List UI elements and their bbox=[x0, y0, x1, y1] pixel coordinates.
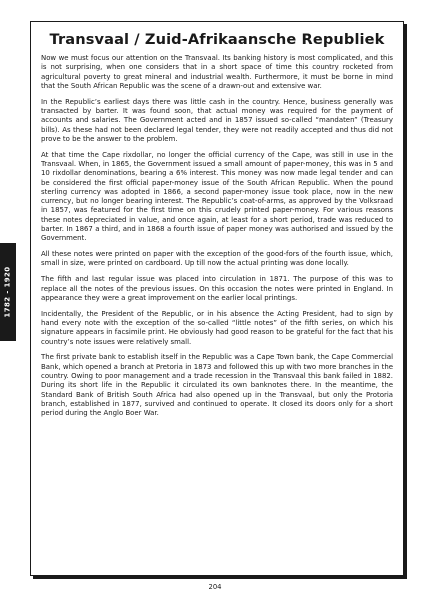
side-tab bbox=[0, 243, 16, 341]
paragraph-4: All these notes were printed on paper with the exception of the good-fors of the fourth issue, which, small in size, were printed on cardboard. Up till now the actual printing was done locally. bbox=[41, 250, 393, 268]
paragraph-5: The fifth and last regular issue was placed into circulation in 1871. The purpose of this was to replace all the notes of the previous issues. On this occasion the notes were printed in England. In appearance they were a great improvement on the earlier local printings. bbox=[41, 275, 393, 302]
content-frame bbox=[30, 21, 404, 576]
paragraph-7: The first private bank to establish itself in the Republic was a Cape Town bank, the Cape Commercial Bank, which opened a branch at Pretoria in 1873 and followed this up with two more branches in the country. Owing to poor management and a trade recession in the Transvaal this bank failed in 1882. During its short life in the Republic it circulated its own banknotes there. In the meantime, the Standard Bank of British South Africa had also opened up in the Transvaal, but only the Protoria branch, established in 1877, survived and continued to operate. It closed its doors only for a short period during the Anglo Boer War. bbox=[41, 353, 393, 418]
paragraph-6: Incidentally, the President of the Republic, or in his absence the Acting President, had to sign by hand every note with the exception of the so-called “little notes” of the fifth series, on which his signature appears in facsimile print. He obviously had good reason to be grateful for the fact that his country’s note issues were relatively small. bbox=[41, 309, 393, 346]
page-title: Transvaal / Zuid-Afrikaansche Republiek bbox=[49, 31, 385, 48]
paragraph-3: At that time the Cape rixdollar, no longer the official currency of the Cape, was still in use in the Transvaal. When, in 1865, the Government issued a small amount of paper-money, this was in 5 and 10 rixdollar denominations, bearing a 6% interest. This money was now made legal tender and can be considered the first official paper-money issue of the South African Republic. When the pound sterling currency was adopted in 1866, a second paper-money issue took place, now in the new currency, but no longer bearing interest. The Republic’s coat-of-arms, as approved by the Volksraad in 1857, was featured for the first time on this crudely printed paper-money. For various reasons these notes depreciated in value, and once again, at least for a short period, trade was reduced to barter. In 1867 a third, and in 1868 a fourth issue of paper money was authorised and issued by the Government. bbox=[41, 150, 393, 243]
paragraph-1: Now we must focus our attention on the Transvaal. Its banking history is most complicated, and this is not surprising, when one considers that in a short space of time this country rocketed from agricultural poverty to great mineral and industrial wealth. Furthermore, it must be borne in mind that the South African Republic was the scene of a drawn-out and extensive war. bbox=[41, 54, 393, 90]
paragraph-2: In the Republic’s earliest days there was little cash in the country. Hence, business generally was transacted by barter. It was found soon, that actual money was required for the payment of accounts and salaries. The Government acted and in 1857 issued so-called “mandaten” (Treasury bills). As these had not been declared legal tender, they were not readily accepted and thus did not prove to be the answer to the problem. bbox=[41, 97, 393, 143]
page-number: 204 bbox=[208, 583, 222, 591]
side-tab-label: 1782 - 1920 bbox=[4, 266, 12, 318]
